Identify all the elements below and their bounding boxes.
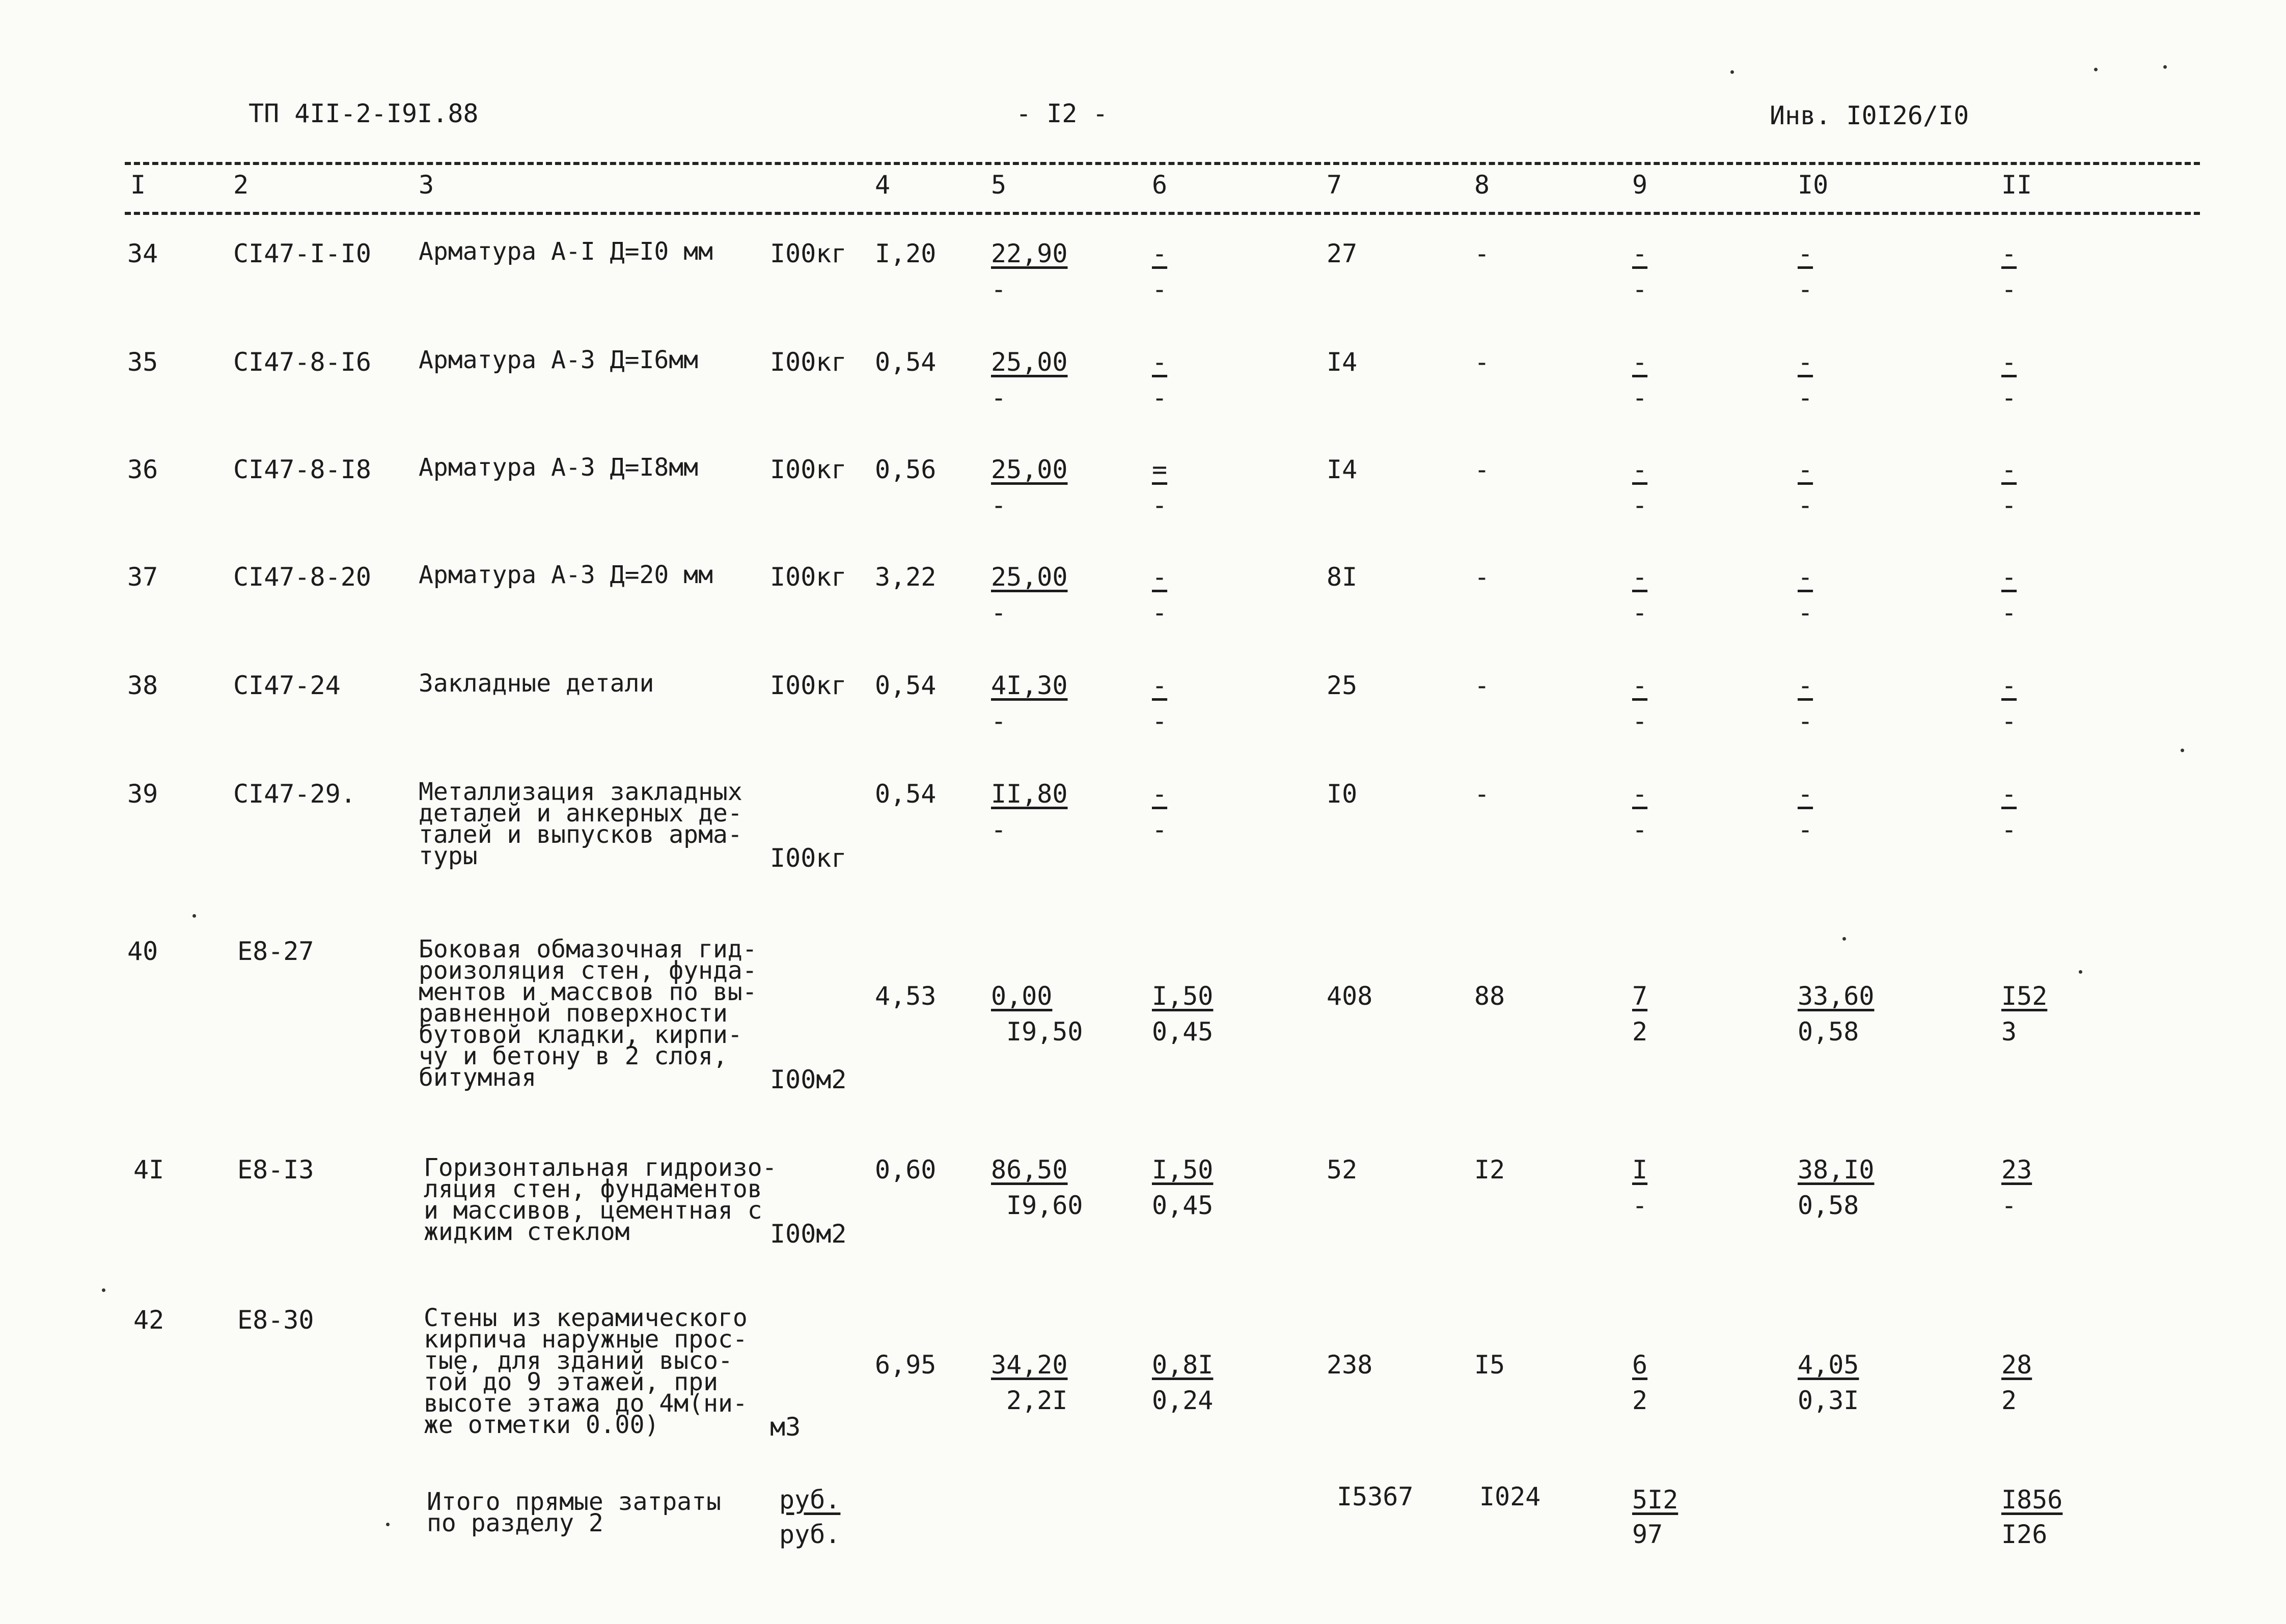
work-description-line: Закладные детали [419, 669, 654, 698]
wages: I5 [1474, 1350, 1505, 1380]
work-description-line: битумная [419, 1063, 537, 1092]
machine-bottom: - [1152, 274, 1168, 304]
wages: 88 [1474, 981, 1505, 1011]
col9-top: 6 [1632, 1350, 1648, 1380]
total-cost: I0 [1327, 779, 1358, 809]
col10-bottom: - [1798, 598, 1813, 627]
col11-top: I52 [2001, 981, 2048, 1011]
row-number: 34 [127, 239, 158, 268]
col11-bottom: - [2001, 706, 2017, 736]
total-cost: 52 [1327, 1155, 1358, 1185]
machine-bottom: - [1152, 383, 1168, 412]
machine-top: - [1152, 239, 1168, 268]
machine-bottom: - [1152, 706, 1168, 736]
cost-top: 86,50 [991, 1155, 1068, 1185]
col9-top: - [1632, 239, 1648, 268]
scan-speck [102, 1288, 105, 1292]
work-description-line: Арматура А-3 Д=I6мм [419, 346, 699, 374]
wages: - [1474, 347, 1490, 377]
wages: - [1474, 239, 1490, 268]
work-description-line: высоте этажа до 4м(ни- [424, 1389, 748, 1418]
row-number: 40 [127, 937, 158, 966]
work-description-line: Горизонтальная гидроизо- [424, 1153, 777, 1182]
col10-top: 33,60 [1798, 981, 1875, 1011]
col10-top: - [1798, 779, 1813, 809]
cost-bottom: I9,60 [1006, 1191, 1083, 1220]
machine-bottom: - [1152, 490, 1168, 520]
column-header-10: I0 [1798, 170, 1829, 200]
unit: I00м2 [770, 1065, 847, 1094]
machine-top: 0,8I [1152, 1350, 1214, 1380]
unit: I00кг [770, 843, 847, 873]
col9-top: - [1632, 671, 1648, 700]
machine-top: - [1152, 347, 1168, 377]
total-label-line: Итого прямые затраты [427, 1488, 721, 1516]
work-description-line: и массивов, цементная с [424, 1196, 762, 1225]
quantity: 0,54 [875, 671, 937, 700]
cost-bottom: 2,2I [1006, 1386, 1068, 1415]
wages: - [1474, 779, 1490, 809]
machine-top: - [1152, 562, 1168, 592]
total-wages: I024 [1479, 1482, 1541, 1511]
col10-bottom: 0,3I [1798, 1386, 1859, 1415]
col10-bottom: - [1798, 815, 1813, 844]
machine-top: - [1152, 671, 1168, 700]
scan-speck [2163, 65, 2167, 69]
cost-bottom: - [991, 706, 1007, 736]
row-code: CI47-24 [233, 671, 341, 700]
work-description-line: Боковая обмазочная гид- [419, 935, 757, 964]
cost-bottom: - [991, 274, 1007, 304]
cost-top: 25,00 [991, 455, 1068, 484]
wages: - [1474, 455, 1490, 484]
row-code: CI47-8-I6 [233, 347, 371, 377]
machine-top: - [1152, 779, 1168, 809]
col11-bottom: 2 [2001, 1386, 2017, 1415]
scan-speck [2094, 68, 2098, 71]
row-code: CI47-8-I8 [233, 455, 371, 484]
cost-top: 22,90 [991, 239, 1068, 268]
page-number: - I2 - [1016, 99, 1108, 128]
column-header-8: 8 [1474, 170, 1490, 200]
col9-top: - [1632, 562, 1648, 592]
total-col9-top: 5I2 [1632, 1485, 1678, 1515]
column-header-4: 4 [875, 170, 891, 200]
work-description-line: той до 9 этажей, при [424, 1368, 718, 1396]
work-description-line: бутовой кладки, кирпи- [419, 1021, 742, 1049]
scan-speck [192, 914, 196, 918]
work-description-line: талей и выпусков арма- [419, 820, 742, 849]
unit: I00кг [770, 455, 847, 484]
col10-bottom: - [1798, 274, 1813, 304]
col10-bottom: 0,58 [1798, 1191, 1859, 1220]
total-direct-cost: I5367 [1337, 1482, 1414, 1511]
col10-bottom: - [1798, 383, 1813, 412]
row-number: 38 [127, 671, 158, 700]
unit: I00м2 [770, 1219, 847, 1249]
quantity: I,20 [875, 239, 937, 268]
row-number: 42 [133, 1305, 164, 1335]
col10-top: 38,I0 [1798, 1155, 1875, 1185]
col11-bottom: - [2001, 598, 2017, 627]
quantity: 0,54 [875, 347, 937, 377]
work-description-line: Арматура А-3 Д=20 мм [419, 561, 713, 589]
total-col9-bottom: 97 [1632, 1520, 1663, 1549]
work-description-line: ментов и массвов по вы- [419, 978, 757, 1006]
cost-bottom: - [991, 383, 1007, 412]
quantity: 0,56 [875, 455, 937, 484]
total-label-line: по разделу 2 [427, 1509, 603, 1537]
row-code: E8-I3 [237, 1155, 314, 1185]
column-header-6: 6 [1152, 170, 1168, 200]
machine-bottom: 0,24 [1152, 1386, 1214, 1415]
table-top-rule [125, 162, 2200, 165]
wages: - [1474, 562, 1490, 592]
work-description-line: Металлизация закладных [419, 778, 742, 806]
cost-top: 0,00 [991, 981, 1053, 1011]
total-cost: I4 [1327, 347, 1358, 377]
column-header-1: I [130, 170, 146, 200]
col11-top: 28 [2001, 1350, 2032, 1380]
col10-top: - [1798, 239, 1813, 268]
machine-bottom: 0,45 [1152, 1191, 1214, 1220]
quantity: 3,22 [875, 562, 937, 592]
column-header-5: 5 [991, 170, 1007, 200]
row-number: 35 [127, 347, 158, 377]
total-unit-top: руб. [779, 1485, 841, 1515]
col11-bottom: 3 [2001, 1017, 2017, 1047]
work-description-line: равненной поверхности [419, 999, 728, 1028]
total-cost: 238 [1327, 1350, 1373, 1380]
col11-top: - [2001, 779, 2017, 809]
col9-bottom: - [1632, 383, 1648, 412]
col10-bottom: 0,58 [1798, 1017, 1859, 1047]
work-description-line: жидким стеклом [424, 1218, 630, 1246]
col9-top: - [1632, 779, 1648, 809]
col11-top: - [2001, 239, 2017, 268]
column-header-7: 7 [1327, 170, 1342, 200]
cost-bottom: - [991, 490, 1007, 520]
unit: I00кг [770, 239, 847, 268]
total-cost: 25 [1327, 671, 1358, 700]
col11-top: - [2001, 562, 2017, 592]
machine-top: I,50 [1152, 1155, 1214, 1185]
cost-bottom: I9,50 [1006, 1017, 1083, 1047]
work-description-line: Арматура А-I Д=I0 мм [419, 237, 713, 266]
unit: I00кг [770, 671, 847, 700]
cost-top: 34,20 [991, 1350, 1068, 1380]
cost-bottom: - [991, 598, 1007, 627]
work-description-line: ляция стен, фундаментов [424, 1175, 762, 1203]
machine-bottom: 0,45 [1152, 1017, 1214, 1047]
row-code: E8-30 [237, 1305, 314, 1335]
col10-top: - [1798, 671, 1813, 700]
work-description-line: тые, для зданий высо- [424, 1346, 733, 1375]
col9-top: - [1632, 347, 1648, 377]
machine-bottom: - [1152, 815, 1168, 844]
work-description-line: кирпича наружные прос- [424, 1325, 748, 1354]
col9-bottom: - [1632, 815, 1648, 844]
col11-bottom: - [2001, 1191, 2017, 1220]
col11-top: - [2001, 347, 2017, 377]
total-cost: I4 [1327, 455, 1358, 484]
total-col11-top: I856 [2001, 1485, 2063, 1515]
total-cost: 408 [1327, 981, 1373, 1011]
row-code: CI47-I-I0 [233, 239, 371, 268]
quantity: 6,95 [875, 1350, 937, 1380]
col10-top: - [1798, 562, 1813, 592]
row-number: 4I [133, 1155, 164, 1185]
total-cost: 27 [1327, 239, 1358, 268]
col9-bottom: - [1632, 274, 1648, 304]
col10-top: - [1798, 455, 1813, 484]
inventory-number: Инв. I0I26/I0 [1770, 101, 1969, 130]
row-number: 37 [127, 562, 158, 592]
col10-bottom: - [1798, 706, 1813, 736]
col9-bottom: - [1632, 706, 1648, 736]
col10-top: - [1798, 347, 1813, 377]
total-cost: 8I [1327, 562, 1358, 592]
machine-bottom: - [1152, 598, 1168, 627]
col10-top: 4,05 [1798, 1350, 1859, 1380]
doc-code: ТП 4II-2-I9I.88 [249, 99, 479, 128]
scan-speck [2079, 970, 2082, 974]
col11-bottom: - [2001, 274, 2017, 304]
work-description-line: туры [419, 842, 478, 870]
table-header-rule [125, 212, 2200, 215]
col11-bottom: - [2001, 383, 2017, 412]
unit: I00кг [770, 347, 847, 377]
cost-top: 25,00 [991, 562, 1068, 592]
work-description-line: Арматура А-3 Д=I8мм [419, 453, 699, 482]
column-header-11: II [2001, 170, 2032, 200]
col9-bottom: - [1632, 1191, 1648, 1220]
row-number: 39 [127, 779, 158, 809]
row-code: E8-27 [237, 937, 314, 966]
scan-speck [1842, 937, 1846, 941]
scan-speck [386, 1523, 390, 1526]
scan-speck [2181, 749, 2184, 752]
scan-speck [1730, 70, 1734, 74]
col9-top: I [1632, 1155, 1648, 1185]
col11-bottom: - [2001, 490, 2017, 520]
col9-bottom: 2 [1632, 1017, 1648, 1047]
unit: м3 [770, 1412, 801, 1442]
column-header-9: 9 [1632, 170, 1648, 200]
column-header-3: 3 [419, 170, 434, 200]
cost-bottom: - [991, 815, 1007, 844]
total-unit-bottom: руб. [779, 1520, 841, 1549]
col11-top: - [2001, 671, 2017, 700]
work-description-line: же отметки 0.00) [424, 1411, 659, 1439]
row-number: 36 [127, 455, 158, 484]
col10-bottom: - [1798, 490, 1813, 520]
wages: I2 [1474, 1155, 1505, 1185]
column-header-2: 2 [233, 170, 249, 200]
total-col11-bottom: I26 [2001, 1520, 2048, 1549]
cost-top: 4I,30 [991, 671, 1068, 700]
col9-top: 7 [1632, 981, 1648, 1011]
machine-top: I,50 [1152, 981, 1214, 1011]
unit: I00кг [770, 562, 847, 592]
work-description-line: роизоляция стен, фунда- [419, 956, 757, 985]
col9-bottom: - [1632, 490, 1648, 520]
col11-top: - [2001, 455, 2017, 484]
col9-bottom: - [1632, 598, 1648, 627]
row-code: CI47-29. [233, 779, 356, 809]
cost-top: II,80 [991, 779, 1068, 809]
work-description-line: чу и бетону в 2 слоя, [419, 1042, 728, 1070]
work-description-line: Стены из керамического [424, 1304, 748, 1332]
machine-top: = [1152, 455, 1168, 484]
quantity: 4,53 [875, 981, 937, 1011]
work-description-line: деталей и анкерных де- [419, 799, 742, 828]
col9-top: - [1632, 455, 1648, 484]
row-code: CI47-8-20 [233, 562, 371, 592]
quantity: 0,60 [875, 1155, 937, 1185]
quantity: 0,54 [875, 779, 937, 809]
wages: - [1474, 671, 1490, 700]
col11-top: 23 [2001, 1155, 2032, 1185]
col11-bottom: - [2001, 815, 2017, 844]
col9-bottom: 2 [1632, 1386, 1648, 1415]
cost-top: 25,00 [991, 347, 1068, 377]
